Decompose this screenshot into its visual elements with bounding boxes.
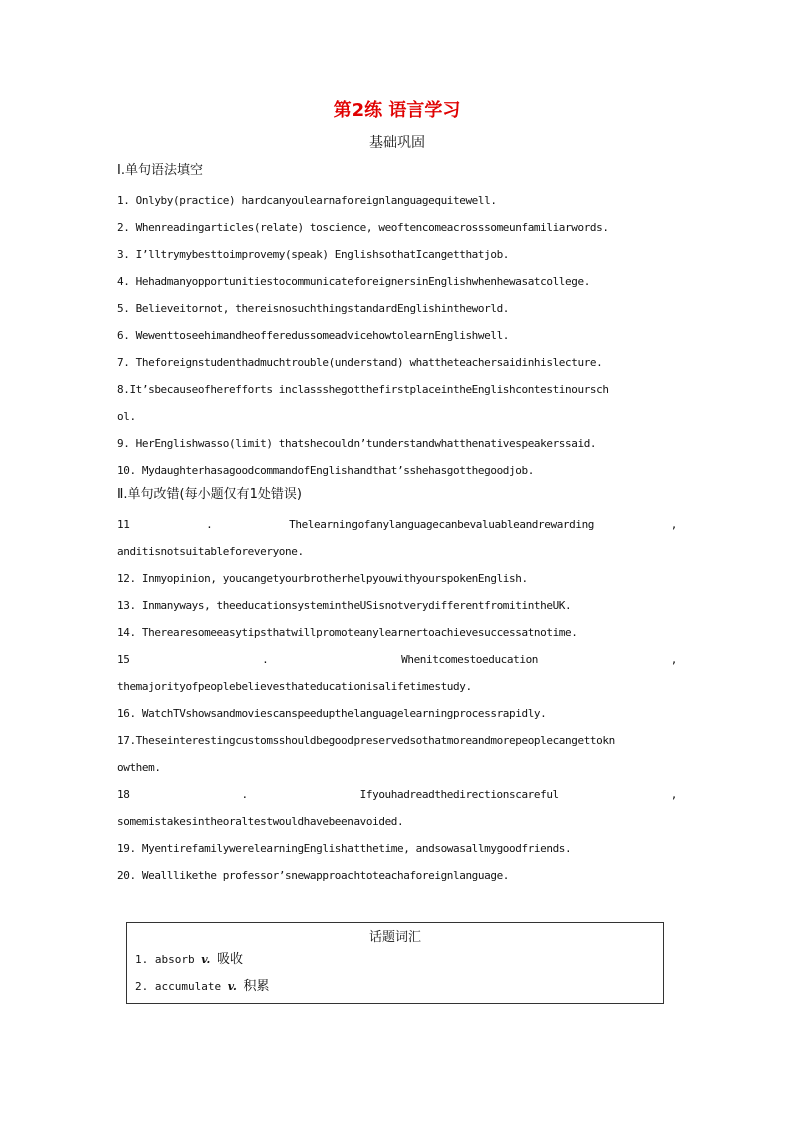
- question-line: 7. Theforeignstudenthadmuchtrouble(understand) whattheteachersaidinhislecture.: [117, 356, 603, 369]
- vocab-word: 1. absorb: [135, 953, 202, 966]
- question-line: 8.It’sbecauseofherefforts inclassshegotthefirstplaceintheEnglishcontestinoursch: [117, 383, 609, 396]
- page-title: 第2练 语言学习: [333, 100, 461, 121]
- question-line: 9. HerEnglishwasso(limit) thatshecouldn’tunderstandwhatthenativespeakerssaid.: [117, 437, 597, 450]
- question-line: themajorityofpeoplebelievesthateducationisalifetimestudy.: [117, 680, 472, 693]
- question-line: 13. Inmanyways, theeducationsystemintheUSisnotverydifferentfromitintheUK.: [117, 599, 572, 612]
- section2-heading: Ⅱ.单句改错(每小题仅有1处错误): [117, 487, 302, 502]
- question-number: 18: [117, 788, 130, 801]
- page-subtitle: 基础巩固: [369, 135, 425, 151]
- vocab-pos: v.: [201, 953, 211, 966]
- question-line: 2. Whenreadingarticles(relate) toscience, weoftencomeacrosssomeunfamiliarwords.: [117, 221, 609, 234]
- question-line: owthem.: [117, 761, 161, 774]
- question-line: 12. Inmyopinion, youcangetyourbrotherhelpyouwithyourspokenEnglish.: [117, 572, 528, 585]
- question-18-line: [117, 781, 677, 808]
- question-line: 3. I’lltrymybesttoimprovemy(speak) EnglishsothatIcangetthatjob.: [117, 248, 510, 261]
- vocab-title: 话题词汇: [368, 930, 421, 945]
- question-line: somemistakesintheoraltestwouldhavebeenavoided.: [117, 815, 404, 828]
- question-line: 10. MydaughterhasagoodcommandofEnglishandthat’sshehasgotthegoodjob.: [117, 464, 534, 477]
- vocab-item: [127, 973, 663, 1000]
- question-line: 19. MyentirefamilywerelearningEnglishatthetime, andsowasallmygoodfriends.: [117, 842, 572, 855]
- question-line: 17.Theseinterestingcustomsshouldbegoodpreservedsothatmoreandmorepeoplecangettokn: [117, 734, 615, 747]
- question-comma: ,: [670, 518, 677, 531]
- vocab-word: 2. accumulate: [135, 980, 228, 993]
- question-line: 16. WatchTVshowsandmoviescanspeedupthelanguagelearningprocessrapidly.: [117, 707, 547, 720]
- question-dot: .: [241, 788, 248, 801]
- question-line: 1. Onlyby(practice) hardcanyoulearnaforeignlanguagequitewell.: [117, 194, 497, 207]
- question-text: Thelearningofanylanguagecanbevaluableandrewarding: [289, 518, 595, 531]
- question-number: 15: [117, 653, 130, 666]
- section1-heading: Ⅰ.单句语法填空: [117, 163, 203, 178]
- exercise-content: [117, 160, 677, 889]
- question-text: Whenitcomestoeducation: [401, 653, 539, 666]
- question-line: ol.: [117, 410, 136, 423]
- question-line: 20. Wealllikethe professor’snewapproachtoteachaforeignlanguage.: [117, 869, 510, 882]
- section2-list: [117, 511, 677, 889]
- question-line: 4. HehadmanyopportunitiestocommunicateforeignersinEnglishwhenhewasatcollege.: [117, 275, 590, 288]
- topic-vocabulary-box: [126, 922, 664, 1004]
- question-line: anditisnotsuitableforeveryone.: [117, 545, 304, 558]
- vocab-meaning: 吸收: [216, 952, 243, 967]
- vocab-pos: v.: [227, 980, 237, 993]
- question-text: Ifyouhadreadthedirectionscareful: [359, 788, 559, 801]
- question-dot: .: [262, 653, 269, 666]
- question-15-line: [117, 646, 677, 673]
- vocab-meaning: 积累: [243, 979, 270, 994]
- question-comma: ,: [670, 653, 677, 666]
- question-line: 5. Believeitornot, thereisnosuchthingstandardEnglishintheworld.: [117, 302, 510, 315]
- question-line: 6. WewenttoseehimandheofferedussomeadvicehowtolearnEnglishwell.: [117, 329, 510, 342]
- question-number: 11: [117, 518, 130, 531]
- question-dot: .: [206, 518, 213, 531]
- question-comma: ,: [670, 788, 677, 801]
- section1-list: [117, 187, 677, 484]
- question-line: 14. Therearesomeeasytipsthatwillpromoteanylearnertoachievesuccessatnotime.: [117, 626, 578, 639]
- question-11-line: [117, 511, 677, 538]
- vocab-item: [127, 946, 663, 973]
